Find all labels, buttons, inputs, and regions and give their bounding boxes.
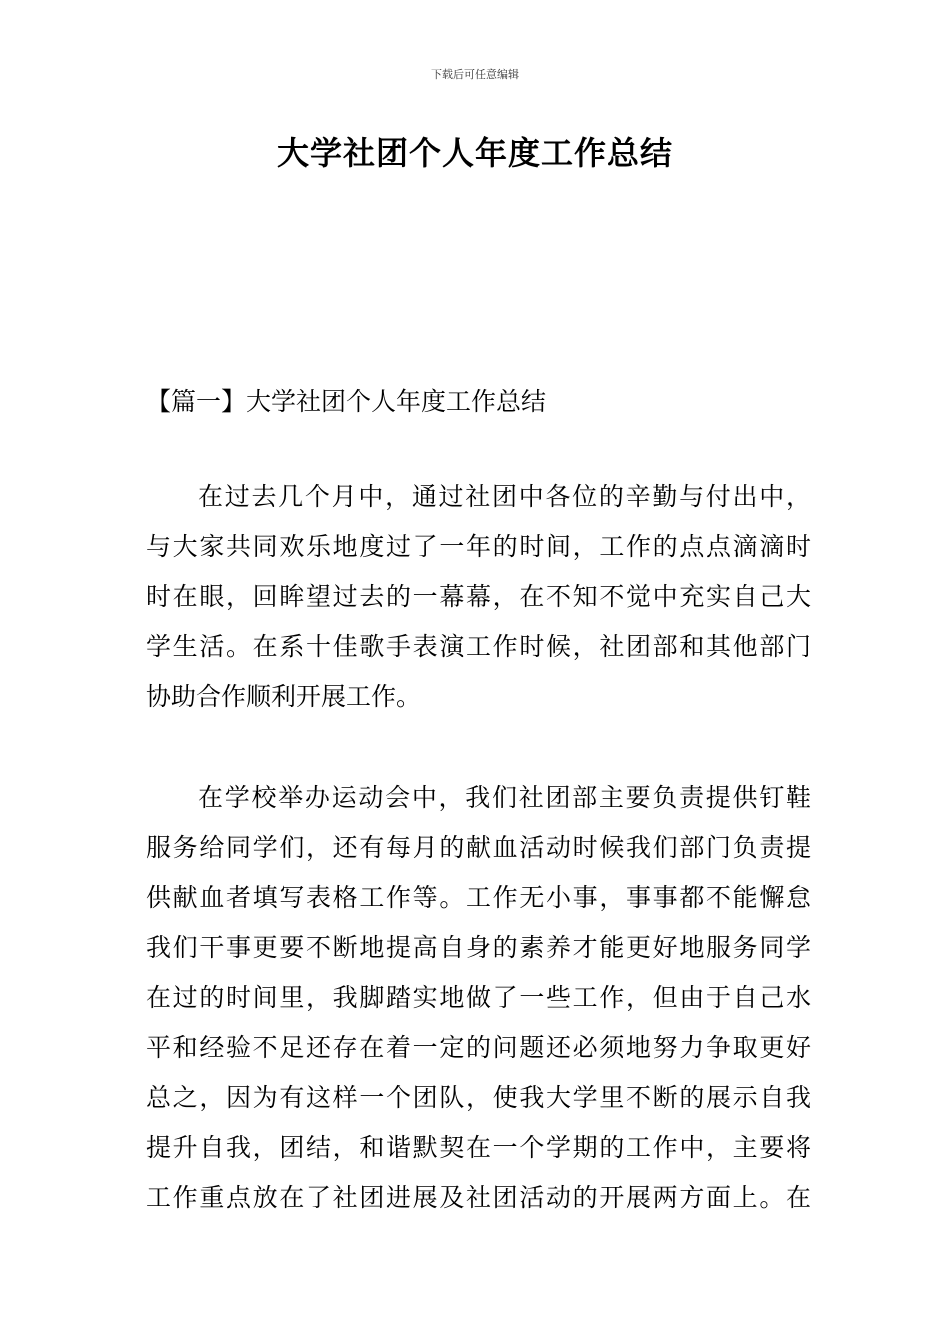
- paragraph-line: 平和经验不足还存在着一定的问题还必须地努力争取更好: [146, 1033, 811, 1062]
- paragraph-line: 总之，因为有这样一个团队，使我大学里不断的展示自我: [146, 1083, 811, 1112]
- paragraph-line: 在学校举办运动会中，我们社团部主要负责提供钉鞋: [198, 783, 811, 812]
- paragraph-line: 在过的时间里，我脚踏实地做了一些工作，但由于自己水: [146, 983, 811, 1012]
- paragraph-line: 学生活。在系十佳歌手表演工作时候，社团部和其他部门: [146, 632, 811, 661]
- header-note: 下载后可任意编辑: [431, 68, 519, 81]
- paragraph-2: [146, 773, 811, 1223]
- document-title: 大学社团个人年度工作总结: [276, 134, 673, 172]
- paragraph-line: 在过去几个月中，通过社团中各位的辛勤与付出中，: [198, 482, 811, 511]
- paragraph-line: 供献血者填写表格工作等。工作无小事，事事都不能懈怠: [146, 883, 811, 912]
- paragraph-line: 服务给同学们，还有每月的献血活动时候我们部门负责提: [146, 833, 811, 862]
- paragraph-line: 提升自我，团结，和谐默契在一个学期的工作中，主要将: [146, 1133, 811, 1162]
- section-heading: 【篇一】大学社团个人年度工作总结: [146, 387, 547, 416]
- paragraph-line: 协助合作顺利开展工作。: [146, 682, 422, 711]
- paragraph-line: 时在眼，回眸望过去的一幕幕，在不知不觉中充实自己大: [146, 582, 811, 611]
- paragraph-line: 工作重点放在了社团进展及社团活动的开展两方面上。在: [146, 1183, 811, 1212]
- paragraph-line: 与大家共同欢乐地度过了一年的时间，工作的点点滴滴时: [146, 532, 811, 561]
- paragraph-line: 我们干事更要不断地提高自身的素养才能更好地服务同学: [146, 933, 811, 962]
- paragraph-1: [146, 472, 811, 722]
